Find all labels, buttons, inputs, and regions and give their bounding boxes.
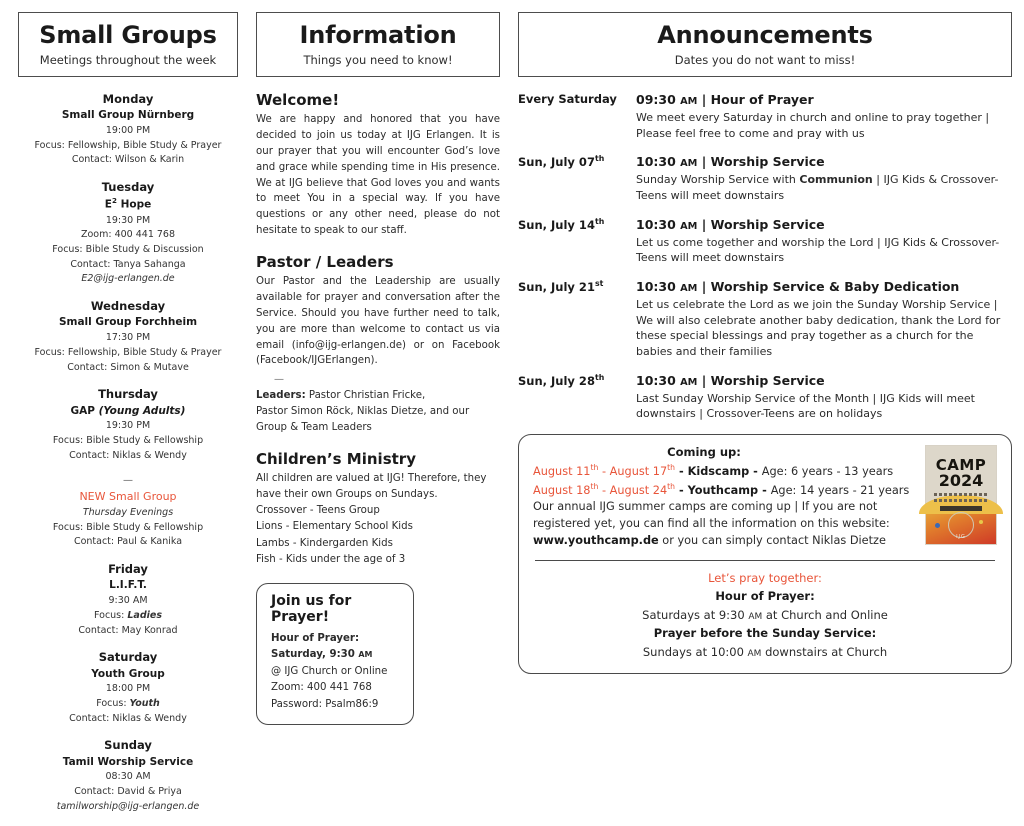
announcement-date-ordinal: st [594,278,604,288]
announcement-date-text: Sun, July 07 [518,155,595,170]
announcement-row [518,278,1012,360]
sunday-prayer-pre: Sundays at 10:00 [642,644,748,659]
announcement-time: 10:30 [636,216,681,232]
camp-body-line-2: registered yet, you can find all the information on this website: [533,517,890,531]
announcement-time: 10:30 [636,278,681,294]
join-prayer-password: Password: Psalm86:9 [271,698,379,710]
announcement-body [636,91,1012,141]
announcement-heading [636,278,1012,296]
announcement-heading [636,91,1012,109]
gap-name-qualifier: (Young Adults) [98,404,186,417]
sunday-prayer-value [533,643,997,661]
join-prayer-day: Saturday, 9:30 [271,649,359,661]
camp-card-divider [535,560,995,561]
leaders-value: Pastor Christian Fricke, [305,390,426,402]
small-group-contact: Contact: Tanya Sahanga [70,258,186,270]
small-group-item-monday [18,91,238,168]
announcement-date-ordinal: th [594,154,605,164]
children-group-item: Crossover - Teens Group [256,504,380,516]
small-group-contact: Contact: May Konrad [78,624,178,636]
announcement-meridiem: AM [680,158,698,170]
small-groups-column [0,0,248,826]
small-group-contact: Contact: Niklas & Wendy [69,449,187,461]
description-post: | IJG Kids & Crossover-Teens will meet downstairs [636,173,999,202]
announcement-description: Let us celebrate the Lord as we join the Sunday Worship Service | We will also celebrate another baby dedication, thank the Lord for these special blessings and pray together as a church for the babies and their families [636,298,1001,358]
pastor-separator: — [274,374,284,386]
announcement-description [636,172,1012,203]
small-group-item-tuesday [18,179,238,287]
join-prayer-location: @ IJG Church or Online [271,665,388,677]
join-prayer-meridiem: AM [358,650,373,660]
camp-website-link[interactable]: www.youthcamp.de [533,534,659,548]
kidscamp-date-start-ordinal: th [590,462,599,472]
small-group-item-saturday [18,649,238,726]
small-group-time: 9:30 AM [108,595,148,607]
announcement-date-ordinal: th [594,372,605,382]
hour-of-prayer-label: Hour of Prayer: [715,589,815,604]
camp-body-line-3 [533,533,915,550]
small-group-day: Sunday [104,738,152,753]
description-emphasis: Communion [799,173,873,187]
children-body: All children are valued at IJG! Therefore, they have their own Groups on Sundays. [256,473,487,501]
small-group-day: Thursday [98,387,158,402]
announcement-title: | Worship Service [697,216,825,232]
youthcamp-date-start: August 18 [533,483,591,497]
leaders-label: Leaders: [256,390,306,402]
announcement-title: | Worship Service [697,372,825,388]
announcements-column [510,0,1024,674]
small-group-contact: Contact: Wilson & Karin [71,154,185,166]
announcement-meridiem: AM [680,282,698,294]
kidscamp-date-end: - August 17 [598,464,668,478]
poster-dot-yellow [979,520,983,524]
announcement-description: Last Sunday Worship Service of the Month | IJG Kids will meet downstairs | Crossover-Teens are on holidays [636,391,975,421]
camp-body-line-1: Our annual IJG summer camps are coming up | If you are not [533,500,878,514]
announcement-body [636,372,1012,422]
small-group-email: E2@ijg-erlangen.de [81,273,175,285]
small-group-time: 17:30 PM [105,332,151,344]
children-group-item: Fish - Kids under the age of 3 [256,554,406,566]
kidscamp-label: - Kidscamp - [675,464,762,478]
announcements-subtitle: Dates you do not want to miss! [674,52,856,67]
small-group-zoom: Zoom: 400 441 768 [80,229,176,241]
announcement-date [518,372,636,422]
announcement-heading [636,372,1012,390]
announcement-date-text: Sun, July 14 [518,217,595,232]
small-group-time: 19:00 PM [105,124,151,136]
small-group-focus [18,609,238,624]
announcement-title: | Worship Service [697,154,825,170]
welcome-heading: Welcome! [256,90,340,109]
join-prayer-title: Join us for Prayer! [271,592,352,625]
small-group-item-thursday [18,386,238,463]
leaders-line-3: Group & Team Leaders [256,421,372,433]
small-group-item-sunday [18,737,238,814]
small-group-contact: Contact: Niklas & Wendy [69,712,187,724]
announcement-meridiem: AM [680,376,698,388]
information-title: Information [299,21,457,49]
youthcamp-date-end: - August 24 [598,483,668,497]
announcement-row [518,153,1012,203]
small-group-name: Small Group Forchheim [58,316,198,329]
sunday-prayer-meridiem: AM [747,648,762,659]
gap-name: GAP [70,404,99,417]
poster-title-line1: CAMP [935,455,987,474]
announcement-body [636,278,1012,360]
small-group-contact: Contact: Paul & Kanika [73,536,183,548]
welcome-body: We are happy and honored that you have decided to join us today at IJG Erlangen. It is our prayer that you will encounter God’s love and grace while spending time in His presence. We at IJG believe that God loves you and wants to meet You in a special way. If you have questions or any other need, please do not hesitate to speak to our staff. [256,114,500,237]
announcement-description: We meet every Saturday in church and online to pray together | Please feel free to come and pray with us [636,111,990,140]
announcement-date [518,216,636,266]
youthcamp-line [533,481,915,500]
hour-of-prayer-pre: Saturdays at 9:30 [642,607,749,622]
small-group-item-friday [18,561,238,638]
small-group-day: Saturday [98,650,158,665]
small-group-focus: Focus: Bible Study & Discussion [52,244,204,255]
small-group-schedule: Thursday Evenings [82,506,174,518]
poster-dot-blue [935,523,940,528]
information-header-box [256,12,500,77]
pastor-body: Our Pastor and the Leadership are usually available for prayer and conversation after the Service. Should you have further need to talk, you are more than welcome to contact us via email (info@ijg-erlangen.de) or on Facebook (Facebook/IJGErlangen). [256,276,500,367]
coming-up-label: Coming up: [667,444,741,459]
small-group-name-new: NEW Small Group [79,490,177,504]
children-ministry-section [256,450,500,569]
announcement-meridiem: AM [680,220,698,232]
kidscamp-date-start: August 11 [533,464,591,478]
small-group-day: Wednesday [90,299,166,314]
announcement-description: Let us come together and worship the Lord | IJG Kids & Crossover-Teens will meet downstairs [636,235,1000,265]
youthcamp-label: - Youthcamp - [675,483,771,497]
children-group-item: Lambs - Kindergarden Kids [256,537,393,549]
information-column [248,0,510,725]
small-groups-subtitle: Meetings throughout the week [39,52,217,67]
announcements-title: Announcements [657,21,873,49]
small-group-item-wednesday [18,298,238,375]
small-group-name: L.I.F.T. [109,579,147,592]
poster-title [926,455,996,491]
camp-poster-image [925,445,997,545]
poster-detail-line-1 [934,493,988,496]
poster-detail-line-2 [934,499,988,502]
e2-rest: Hope [116,198,152,211]
focus-value: Youth [129,698,160,709]
coming-up-text [533,445,925,550]
camp-contact-text: or you can simply contact Niklas Dietze [658,534,886,548]
small-group-name [18,196,238,213]
small-group-email: tamilworship@ijg-erlangen.de [56,800,200,812]
kidscamp-age: Age: 6 years - 13 years [761,464,894,478]
small-group-focus: Focus: Bible Study & Fellowship [52,521,204,533]
announcement-date-text: Sun, July 21 [518,279,595,294]
youthcamp-date-start-ordinal: th [590,481,599,491]
small-group-day: Friday [108,562,148,577]
small-group-item-new [18,474,238,550]
small-groups-title: Small Groups [39,21,217,49]
welcome-section [256,91,500,239]
announcement-time: 09:30 [636,91,681,107]
poster-bar [940,506,982,511]
pastor-section [256,253,500,436]
join-prayer-label: Hour of Prayer: [271,632,360,644]
focus-value: Ladies [127,609,162,621]
e2-base: E [104,198,112,211]
announcement-title: | Hour of Prayer [697,91,814,107]
youthcamp-age: Age: 14 years - 21 years [770,483,910,497]
small-group-name: Youth Group [91,667,165,680]
small-group-time: 08:30 AM [105,771,151,783]
children-heading: Children’s Ministry [256,449,416,468]
small-group-name: Small Group Nürnberg [61,109,195,122]
announcement-body [636,216,1012,266]
announcements-header-box [518,12,1012,77]
small-group-day: Tuesday [101,180,155,195]
kidscamp-date-end-ordinal: th [667,462,676,472]
small-group-focus: Focus: Fellowship, Bible Study & Prayer [34,346,222,358]
poster-title-line2: 2024 [938,471,984,491]
coming-up-top [533,445,997,550]
focus-label: Focus: [94,609,128,621]
announcement-date [518,153,636,203]
announcement-date: Every Saturday [518,91,617,106]
description-pre: Sunday Worship Service with [636,173,800,187]
announcement-time: 10:30 [636,372,681,388]
announcement-date [518,278,636,360]
announcement-title: | Worship Service & Baby Dedication [697,278,960,294]
announcement-date-text: Sun, July 28 [518,373,595,388]
small-group-day: Monday [102,91,154,106]
announcement-row [518,91,1012,141]
e2-superscript: 2 [111,196,117,206]
small-group-time: 19:30 PM [105,420,151,432]
announcement-heading [636,153,1012,171]
pray-together-block [533,569,997,661]
leaders-line-1 [256,388,500,404]
information-subtitle: Things you need to know! [303,52,453,67]
pastor-heading: Pastor / Leaders [256,252,394,271]
announcement-body [636,153,1012,203]
children-group-item: Lions - Elementary School Kids [256,521,413,533]
announcement-heading [636,216,1012,234]
join-prayer-time [271,647,399,664]
small-groups-header-box [18,12,238,77]
small-group-focus: Focus: Fellowship, Bible Study & Prayer [34,139,222,151]
leaders-line-2: Pastor Simon Röck, Niklas Dietze, and our [256,406,470,418]
pray-together-heading: Let’s pray together: [708,571,822,586]
small-group-focus [18,697,238,712]
small-group-focus: Focus: Bible Study & Fellowship [52,435,204,447]
hour-of-prayer-value [533,606,997,624]
small-group-time: 18:00 PM [105,683,151,695]
hour-of-prayer-post: at Church and Online [762,607,888,622]
join-prayer-card [256,583,414,726]
announcement-row [518,372,1012,422]
youthcamp-date-end-ordinal: th [667,481,676,491]
small-group-contact: Contact: David & Priya [74,786,182,798]
sunday-prayer-post: downstairs at Church [761,644,888,659]
join-prayer-zoom: Zoom: 400 441 768 [271,682,372,694]
announcement-meridiem: AM [680,95,698,107]
announcement-date-ordinal: th [594,216,605,226]
small-group-name [18,404,238,420]
coming-up-card [518,434,1012,674]
small-group-separator: — [123,475,133,487]
poster-logo: IJG [956,533,966,540]
sunday-prayer-label: Prayer before the Sunday Service: [653,626,877,641]
kidscamp-line [533,462,915,481]
small-group-contact: Contact: Simon & Mutave [67,361,189,373]
announcement-time: 10:30 [636,154,681,170]
small-group-time: 19:30 PM [105,214,151,226]
hour-of-prayer-meridiem: AM [748,611,763,622]
small-group-name: Tamil Worship Service [62,755,194,768]
announcement-row [518,216,1012,266]
small-groups-list [18,91,238,815]
focus-label: Focus: [96,698,130,709]
